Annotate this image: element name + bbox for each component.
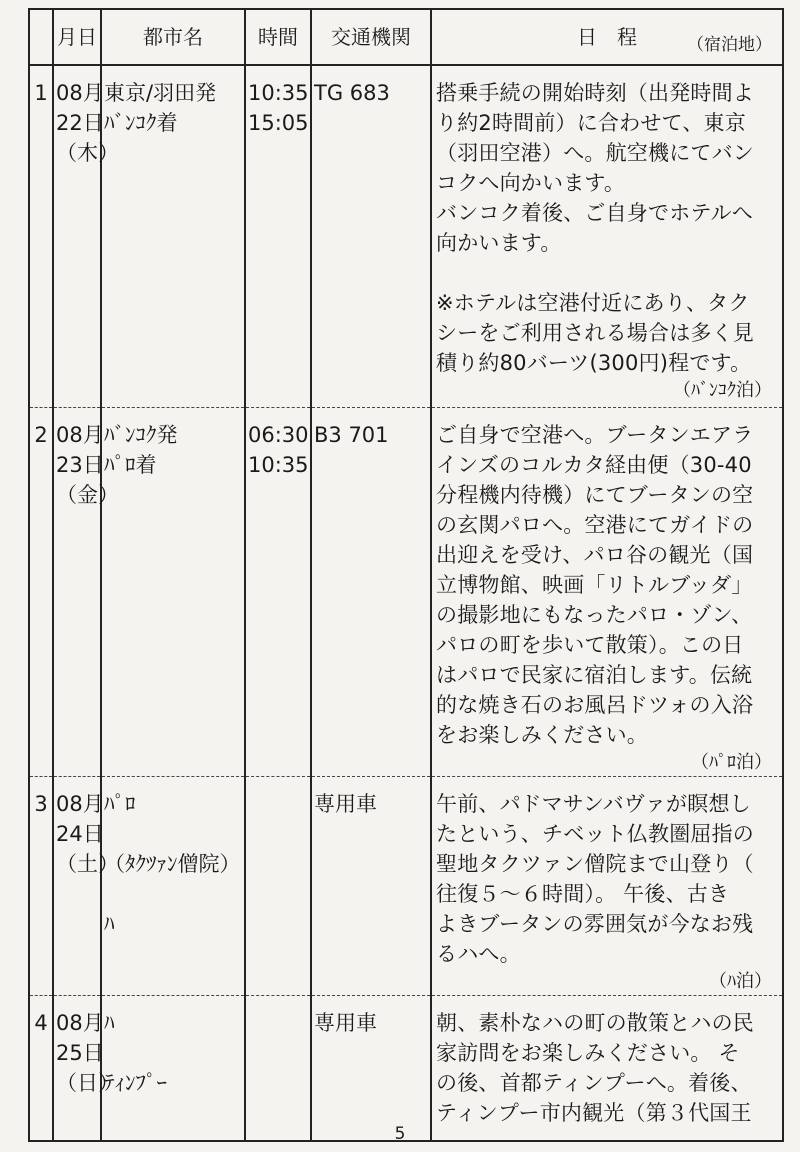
date-day: 24日 xyxy=(56,821,104,846)
day-transport: B3 701 xyxy=(311,407,431,776)
schedule-line: バンコク着後、ご自身でホテルへ xyxy=(436,201,753,225)
schedule-line: 的な焼き石のお風呂ドツォの入浴 xyxy=(436,692,754,717)
day-date xyxy=(53,776,119,995)
day-schedule xyxy=(431,407,783,776)
schedule-line: ※ホテルは空港付近にあり、タク xyxy=(436,291,750,315)
day-row xyxy=(29,407,783,776)
city-line: ﾊﾞﾝｺｸ着 xyxy=(104,111,178,135)
day-time xyxy=(245,776,311,995)
city-spacer xyxy=(104,819,244,849)
header-time: 時間 xyxy=(245,9,311,65)
schedule-line: インズのコルカタ経由便（30-40 xyxy=(436,452,752,477)
overnight-stay: （ﾊﾞﾝｺｸ泊） xyxy=(673,380,772,401)
schedule-line: 搭乗手続の開始時刻（出発時間よ xyxy=(436,81,754,105)
day-schedule xyxy=(431,995,783,1141)
date-day: 25日 xyxy=(56,1040,104,1065)
header-schedule-label: 日 程 xyxy=(577,25,637,49)
day-city xyxy=(101,776,245,995)
itinerary-table xyxy=(28,8,784,1142)
day-number: 4 xyxy=(29,995,53,1141)
header-accommodation-label: （宿泊地） xyxy=(687,35,772,55)
day-number: 1 xyxy=(29,65,53,407)
date-month: 08月 xyxy=(56,1010,104,1035)
schedule-line: ティンプー市内観光（第３代国王 xyxy=(436,1100,752,1125)
header-row xyxy=(29,9,783,65)
schedule-line: の玄関パロへ。空港にてガイドの xyxy=(436,512,754,537)
schedule-line: コクへ向かいます。 xyxy=(436,171,626,195)
schedule-line: 聖地タクツァン僧院まで山登り（ xyxy=(436,851,754,876)
schedule-line: の後、首都ティンプーへ。着後、 xyxy=(436,1070,752,1095)
schedule-line: シーをご利用される場合は多く見 xyxy=(436,321,754,345)
overnight-stay: （ﾊ泊） xyxy=(709,970,772,992)
header-city: 都市名 xyxy=(101,9,245,65)
date-month: 08月 xyxy=(56,791,104,816)
schedule-line: 午前、パドマサンバヴァが瞑想し xyxy=(436,791,751,816)
time-line: 10:35 xyxy=(248,81,309,105)
date-weekday: （土） xyxy=(56,851,119,876)
schedule-line: の撮影地にもなったパロ・ゾン、 xyxy=(436,602,753,627)
day-transport: TG 683 xyxy=(311,65,431,407)
schedule-line: ご自身で空港へ。ブータンエアラ xyxy=(436,422,754,447)
schedule-line: り約2時間前）に合わせて、東京 xyxy=(436,111,746,135)
date-day: 23日 xyxy=(56,452,104,477)
schedule-spacer xyxy=(436,258,778,288)
day-row xyxy=(29,65,783,407)
schedule-line: 立博物館、映画「リトルブッダ」 xyxy=(436,572,753,597)
day-city xyxy=(101,65,245,407)
schedule-line: 出迎えを受け、パロ谷の観光（国 xyxy=(436,542,754,567)
city-line: ﾊ xyxy=(104,1010,115,1035)
date-weekday: （日） xyxy=(56,1070,119,1095)
itinerary-page xyxy=(28,8,782,1142)
header-schedule xyxy=(431,9,783,65)
day-row xyxy=(29,776,783,995)
schedule-line: をお楽しみください。 xyxy=(436,722,648,747)
city-line: ﾊ xyxy=(104,911,115,936)
header-transport: 交通機関 xyxy=(311,9,431,65)
city-spacer xyxy=(104,879,244,909)
date-weekday: （木） xyxy=(56,141,119,165)
day-city xyxy=(101,995,245,1141)
day-transport: 専用車 xyxy=(311,995,431,1141)
schedule-line: たという、チベット仏教圏屈指の xyxy=(436,821,754,846)
page-number: 5 xyxy=(394,1124,406,1144)
city-line: ﾃｨﾝﾌﾟｰ xyxy=(104,1070,167,1095)
schedule-line: はパロで民家に宿泊します。伝統 xyxy=(436,662,753,687)
day-transport: 専用車 xyxy=(311,776,431,995)
schedule-line: 家訪問をお楽しみください。 そ xyxy=(436,1040,740,1065)
city-spacer xyxy=(104,1038,244,1068)
schedule-line: るハへ。 xyxy=(436,941,521,966)
header-date: 月日 xyxy=(53,9,101,65)
day-time xyxy=(245,65,311,407)
date-weekday: （金） xyxy=(56,482,119,507)
header-no xyxy=(29,9,53,65)
day-date xyxy=(53,995,119,1141)
day-schedule xyxy=(431,776,783,995)
day-date xyxy=(53,65,119,407)
day-time xyxy=(245,995,311,1141)
schedule-line: （羽田空港）へ。航空機にてバン xyxy=(436,141,754,165)
date-month: 08月 xyxy=(56,81,104,105)
city-line: ﾊﾟﾛ xyxy=(104,791,136,816)
schedule-line: 積り約80バーツ(300円)程です。 xyxy=(436,351,752,375)
day-row xyxy=(29,995,783,1141)
overnight-stay: （ﾊﾟﾛ泊） xyxy=(691,751,772,773)
date-day: 22日 xyxy=(56,111,104,135)
schedule-line: 往復５～６時間）。 午後、古き xyxy=(436,881,730,906)
day-date xyxy=(53,407,119,776)
schedule-line: パロの町を歩いて散策）。この日 xyxy=(436,632,744,657)
time-line: 10:35 xyxy=(248,452,309,477)
city-line: （ﾀｸﾂｧﾝ僧院） xyxy=(104,851,241,876)
day-city xyxy=(101,407,245,776)
date-month: 08月 xyxy=(56,422,104,447)
day-time xyxy=(245,407,311,776)
day-number: 2 xyxy=(29,407,53,776)
schedule-line: 分程機内待機）にてブータンの空 xyxy=(436,482,754,507)
city-line: ﾊﾟﾛ着 xyxy=(104,452,157,477)
time-line: 06:30 xyxy=(248,422,309,447)
time-line: 15:05 xyxy=(248,111,309,135)
day-schedule xyxy=(431,65,783,407)
city-line: 東京/羽田発 xyxy=(104,81,217,105)
schedule-line: 向かいます。 xyxy=(436,231,562,255)
schedule-line: 朝、素朴なハの町の散策とハの民 xyxy=(436,1010,754,1035)
day-number: 3 xyxy=(29,776,53,995)
city-line: ﾊﾞﾝｺｸ発 xyxy=(104,422,178,447)
schedule-line: よきブータンの雰囲気が今なお残 xyxy=(436,911,754,936)
